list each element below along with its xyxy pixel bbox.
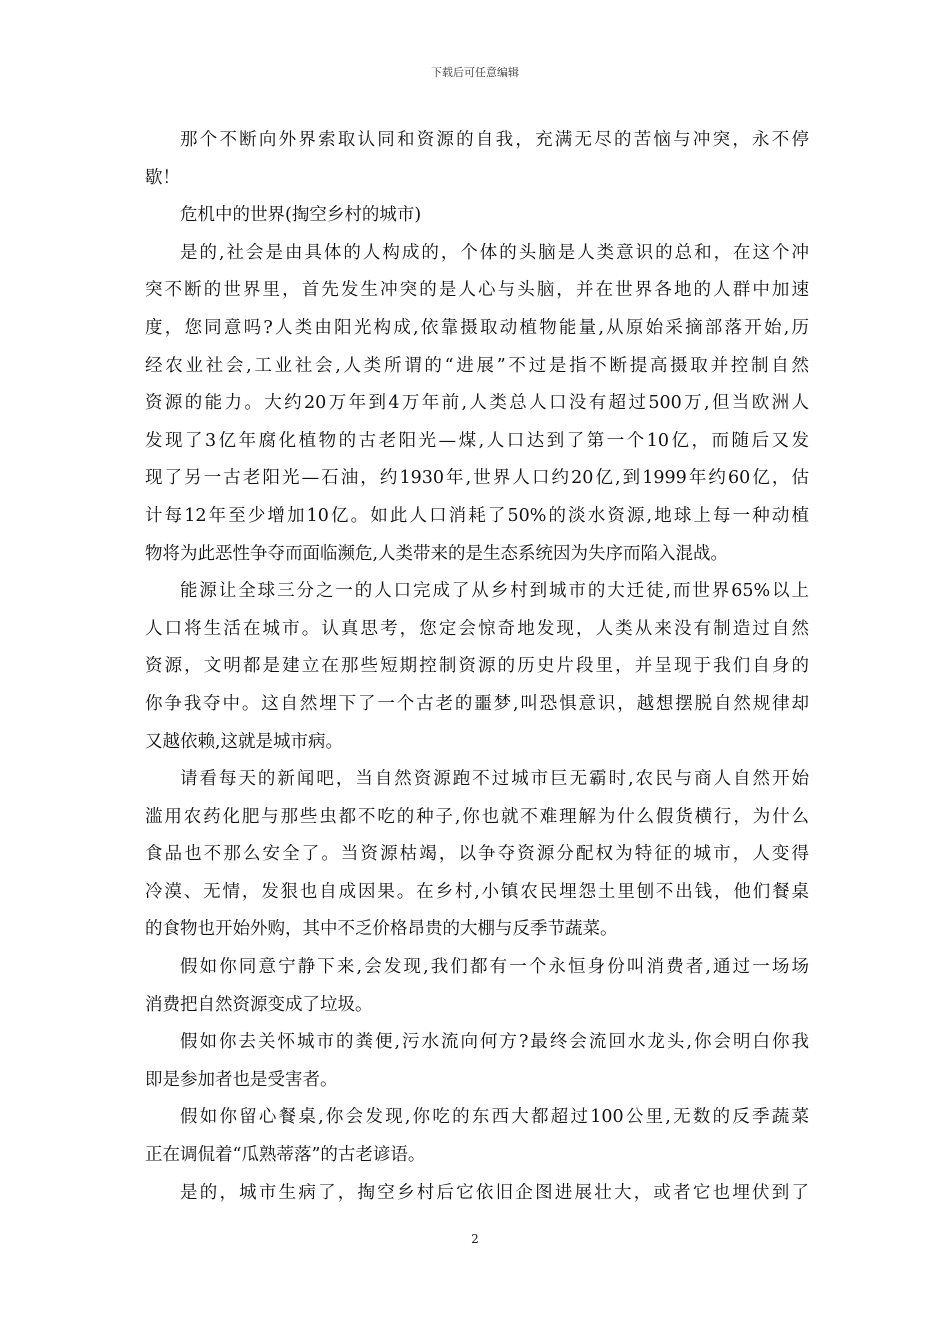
text-line: 能源让全球三分之一的人口完成了从乡村到城市的大迁徒,而世界65%以上 [180, 581, 809, 602]
text-line: 度，您同意吗?人类由阳光构成,依靠摄取动植物能量,从原始采摘部落开始,历 [145, 317, 809, 338]
text-line: 是的,社会是由具体的人构成的，个体的头脑是人类意识的总和，在这个冲 [180, 242, 809, 263]
page-header: 下载后可任意编辑 [431, 66, 519, 79]
text-line: 资源，文明都是建立在那些短期控制资源的历史片段里，并呈现于我们自身的 [145, 656, 809, 677]
text-line: 你争我夺中。这自然埋下了一个古老的噩梦,叫恐惧意识，越想摆脱自然规律却 [145, 693, 809, 714]
text-line: 物将为此恶性争夺而面临濒危,人类带来的是生态系统因为失序而陷入混战。 [145, 543, 729, 564]
text-line: 即是参加者也是受害者。 [145, 1069, 338, 1090]
paragraph [145, 949, 809, 1024]
section-heading [145, 197, 809, 235]
text-line: 资源的能力。大约20万年到4万年前,人类总人口没有超过500万,但当欧洲人 [145, 393, 809, 414]
text-line: 发现了3亿年腐化植物的古老阳光—煤,人口达到了第一个10亿，而随后又发 [145, 430, 809, 451]
text-line: 又越依赖,这就是城市病。 [145, 731, 344, 752]
text-line: 的食物也开始外购，其中不乏价格昂贵的大棚与反季节蔬菜。 [145, 919, 618, 940]
paragraph [145, 1099, 809, 1174]
paragraph [145, 573, 809, 761]
paragraph [145, 761, 809, 949]
paragraph [145, 235, 809, 573]
text-line: 人口将生活在城市。认真思考，您定会惊奇地发现，人类从来没有制造过自然 [145, 618, 809, 639]
text-line: 假如你同意宁静下来,会发现,我们都有一个永恒身份叫消费者,通过一场场 [180, 957, 809, 978]
text-line: 请看每天的新闻吧，当自然资源跑不过城市巨无霸时,农民与商人自然开始 [180, 769, 809, 790]
paragraph [145, 122, 809, 197]
text-line: 危机中的世界(掏空乡村的城市) [180, 205, 422, 226]
text-line: 经农业社会,工业社会,人类所谓的“进展”不过是指不断提高摄取并控制自然 [145, 355, 809, 376]
text-line: 滥用农药化肥与那些虫都不吃的种子,你也就不难理解为什么假货横行，为什么 [145, 806, 809, 827]
text-line: 正在调侃着“瓜熟蒂落”的古老谚语。 [145, 1145, 426, 1166]
text-line: 那个不断向外界索取认同和资源的自我，充满无尽的苦恼与冲突，永不停 [180, 130, 809, 150]
paragraph [145, 1024, 809, 1099]
text-line: 冷漠、无情，发狠也自成因果。在乡村,小镇农民埋怨土里刨不出钱，他们餐桌 [145, 881, 809, 902]
text-line: 假如你留心餐桌,你会发现,你吃的东西大都超过100公里,无数的反季蔬菜 [180, 1107, 809, 1128]
page-number: 2 [471, 1232, 479, 1246]
text-line: 消费把自然资源变成了垃圾。 [145, 994, 373, 1015]
text-line: 突不断的世界里，首先发生冲突的是人心与头脑，并在世界各地的人群中加速 [145, 280, 809, 301]
text-line: 食品也不那么安全了。当资源枯竭，以争夺资源分配权为特征的城市，人变得 [145, 844, 809, 865]
text-line: 现了另一古老阳光—石油，约1930年,世界人口约20亿,到1999年约60亿，估 [145, 468, 809, 489]
document-body [145, 122, 809, 1212]
text-line: 计每12年至少增加10亿。如此人口消耗了50%的淡水资源,地球上每一种动植 [145, 505, 809, 526]
paragraph [145, 1175, 809, 1213]
text-line: 歇！ [145, 167, 180, 188]
text-line: 是的，城市生病了，掏空乡村后它依旧企图进展壮大，或者它也埋伏到了 [180, 1182, 809, 1203]
text-line: 假如你去关怀城市的粪便,污水流向何方?最终会流回水龙头,你会明白你我 [180, 1032, 809, 1053]
